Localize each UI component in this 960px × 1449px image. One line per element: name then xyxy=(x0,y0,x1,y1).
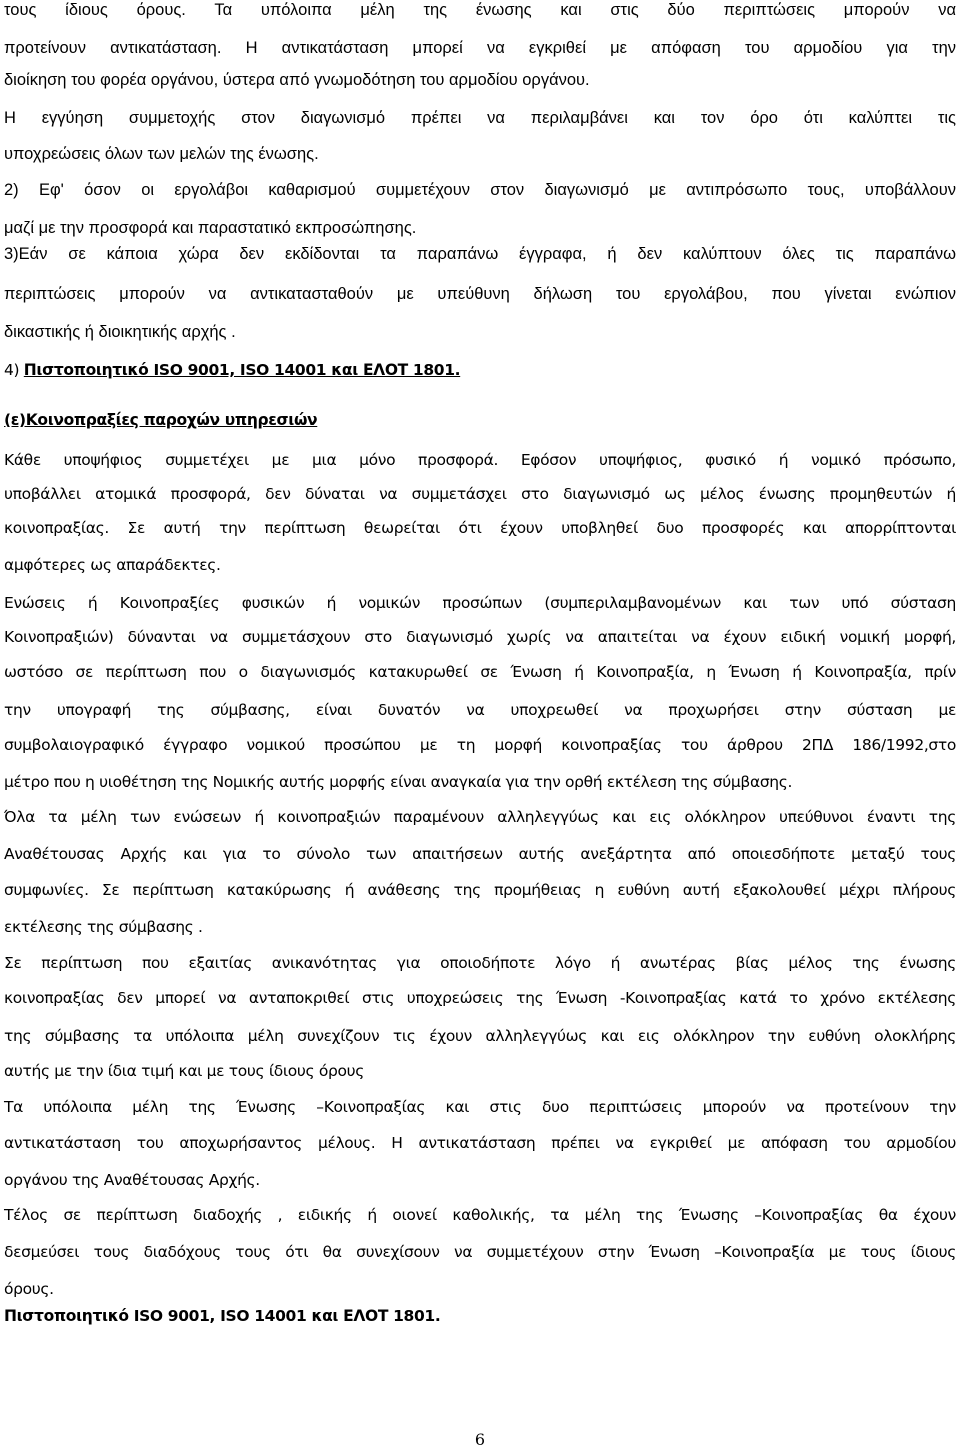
text-line: αμφότερες ως απαράδεκτες. xyxy=(4,556,221,574)
text-line: Αναθέτουσας Αρχής και για το σύνολο των απαιτήσεων αυτής ανεξάρτητα από οποιεσδήποτε μεταξύ τους xyxy=(4,845,956,863)
text-line: της σύμβασης τα υπόλοιπα μέλη συνεχίζουν τις έχουν αλληλεγγύως και εις ολόκληρον την ευθύνη ολοκλήρης xyxy=(4,1027,956,1045)
certificate-heading xyxy=(4,360,956,380)
text-line: συμφωνίες. Σε περίπτωση κατακύρωσης ή ανάθεσης της προμήθειας η ευθύνη αυτή εξακολουθεί μέχρι πλήρους xyxy=(4,881,956,899)
text-line: Σε περίπτωση που εξαιτίας ανικανότητας για οποιοδήποτε λόγο ή ανωτέρας βίας μέλος της ένωσης xyxy=(4,954,956,972)
final-certificate-heading: Πιστοποιητικό ISO 9001, ISO 14001 και ΕΛΟΤ 1801. xyxy=(4,1307,441,1325)
text-line: τους ίδιους όρους. Τα υπόλοιπα μέλη της ένωσης και στις δύο περιπτώσεις μπορούν να xyxy=(4,1,956,19)
text-line: υποβάλλει ατομικά προσφορά, δεν δύναται να συμμετάσχει στο διαγωνισμό ως μέλος ένωσης προμηθευτών ή xyxy=(4,485,956,503)
text-line: Όλα τα μέλη των ενώσεων ή κοινοπραξιών παραμένουν αλληλεγγύως και εις ολόκληρον υπεύθυνοι έναντι της xyxy=(4,808,956,826)
text-line: Η εγγύηση συμμετοχής στον διαγωνισμό πρέπει να περιλαμβάνει και τον όρο ότι καλύπτει τις xyxy=(4,109,956,127)
page-number: 6 xyxy=(474,1430,486,1449)
text-line: αυτής με την ίδια τιμή και με τους ίδιους όρους xyxy=(4,1062,364,1080)
text-line: δεσμεύσει τους διαδόχους τους ότι θα συνεχίσουν να συμμετέχουν στην Ένωση –Κοινοπραξία με τους ίδιους xyxy=(4,1243,956,1261)
text-line: περιπτώσεις μπορούν να αντικατασταθούν με υπεύθυνη δήλωση του εργολάβου, που γίνεται ενώπιον xyxy=(4,285,956,303)
text-line: διοίκηση του φορέα οργάνου, ύστερα από γνωμοδότηση του αρμοδίου οργάνου. xyxy=(4,71,590,89)
text-line: κοινοπραξίας δεν μπορεί να ανταποκριθεί στις υποχρεώσεις της Ένωση -Κοινοπραξίας κατά το χρόνο εκτέλεσης xyxy=(4,989,956,1007)
text-line: ωστόσο σε περίπτωση που ο διαγωνισμός κατακυρωθεί σε Ένωση ή Κοινοπραξία, η Ένωση ή Κοινοπραξία, πρίν xyxy=(4,663,956,681)
certificate-heading-text: Πιστοποιητικό ISO 9001, ISO 14001 και ΕΛΟΤ 1801. xyxy=(23,361,461,379)
text-line: Κοινοπραξιών) δύνανται να συμμετάσχουν στο διαγωνισμό χωρίς να απαιτείται να έχουν ειδική νομική μορφή, xyxy=(4,628,956,646)
text-line: Τα υπόλοιπα μέλη της Ένωσης –Κοινοπραξίας και στις δυο περιπτώσεις μπορούν να προτείνουν την xyxy=(4,1098,956,1116)
text-line: μαζί με την προσφορά και παραστατικό εκπροσώπησης. xyxy=(4,219,417,237)
text-line: προτείνουν αντικατάσταση. Η αντικατάσταση μπορεί να εγκριθεί με απόφαση του αρμοδίου για την xyxy=(4,39,956,57)
text-line: Ενώσεις ή Κοινοπραξίες φυσικών ή νομικών προσώπων (συμπεριλαμβανομένων και των υπό σύσταση xyxy=(4,594,956,612)
text-line: κοινοπραξίας. Σε αυτή την περίπτωση θεωρείται ότι έχουν υποβληθεί δυο προσφορές και απορρίπτονται xyxy=(4,519,956,537)
text-line: όρους. xyxy=(4,1280,54,1298)
text-line: μέτρο που η υιοθέτηση της Νομικής αυτής μορφής είναι αναγκαία για την ορθή εκτέλεση της σύμβασης. xyxy=(4,773,793,791)
text-line: Κάθε υποψήφιος συμμετέχει με μια μόνο προσφορά. Εφόσον υποψήφιος, φυσικό ή νομικό πρόσωπο, xyxy=(4,451,956,469)
text-line: 2) Εφ' όσον οι εργολάβοι καθαρισμού συμμετέχουν στον διαγωνισμό με αντιπρόσωπο τους, υποβάλλουν xyxy=(4,181,956,199)
text-line: 3)Εάν σε κάποια χώρα δεν εκδίδονται τα παραπάνω έγγραφα, ή δεν καλύπτουν όλες τις παραπάνω xyxy=(4,245,956,263)
text-line: υποχρεώσεις όλων των μελών της ένωσης. xyxy=(4,145,319,163)
joint-venture-heading: (ε)Κοινοπραξίες παροχών υπηρεσιών xyxy=(4,411,318,429)
text-line: οργάνου της Αναθέτουσας Αρχής. xyxy=(4,1171,260,1189)
text-line: δικαστικής ή διοικητικής αρχής . xyxy=(4,323,236,341)
text-line: αντικατάσταση του αποχωρήσαντος μέλους. Η αντικατάσταση πρέπει να εγκριθεί με απόφαση του αρμοδίου xyxy=(4,1134,956,1152)
text-line: Τέλος σε περίπτωση διαδοχής , ειδικής ή οιονεί καθολικής, τα μέλη της Ένωσης –Κοινοπραξίας θα έχουν xyxy=(4,1206,956,1224)
text-line: εκτέλεσης της σύμβασης . xyxy=(4,918,203,936)
heading-number: 4) xyxy=(4,361,24,379)
text-line: συμβολαιογραφικό έγγραφο νομικού προσώπου με τη μορφή κοινοπραξίας του άρθρου 2ΠΔ 186/1992,στο xyxy=(4,736,956,754)
text-line: την υπογραφή της σύμβασης, είναι δυνατόν να υποχρεωθεί να προχωρήσει στην σύσταση με xyxy=(4,701,956,719)
